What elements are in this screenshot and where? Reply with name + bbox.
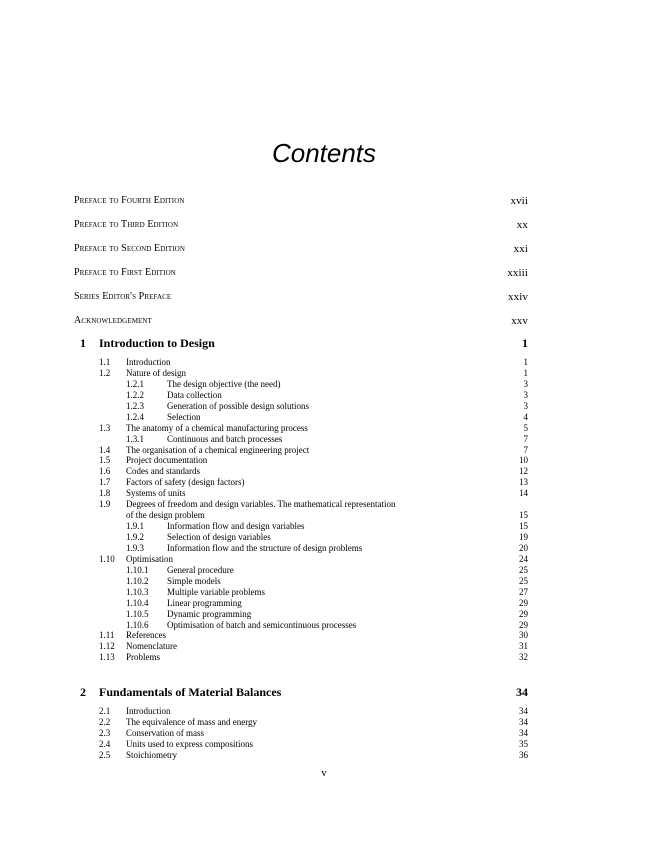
toc-section-entry[interactable] [74,368,528,379]
toc-subsection-entry[interactable] [74,434,528,445]
section-page: 3 [523,400,528,411]
toc-section-entry[interactable] [74,630,528,641]
section-page: 34 [519,706,528,716]
section-title: Simple models [167,575,221,586]
section-page: 7 [523,433,528,444]
chapter-page: 1 [522,336,528,350]
section-page: 5 [523,422,528,433]
section-number: 1.10.6 [126,619,149,630]
section-title: Continuous and batch processes [167,433,283,444]
section-title: Codes and standards [126,466,200,477]
section-title: Multiple variable problems [167,586,265,597]
section-title: Stoichiometry [126,749,177,760]
front-matter-entry[interactable] [74,267,528,281]
toc-section-entry[interactable] [74,357,528,368]
section-title: Linear programming [167,597,242,608]
chapter-title: Introduction to Design [99,336,215,350]
section-number: 1.2.1 [126,378,144,389]
toc-subsection-entry[interactable] [74,401,528,412]
section-page: 31 [519,641,528,652]
section-title: The anatomy of a chemical manufacturing process [126,422,308,433]
toc-subsection-entry[interactable] [74,598,528,609]
section-number: 1.6 [99,466,111,477]
toc-subsection-entry[interactable] [74,532,528,543]
section-page: 3 [523,378,528,389]
section-number: 1.3 [99,422,111,433]
section-number: 2.2 [99,716,111,727]
entry-page: xxv [511,315,528,327]
section-number: 1.5 [99,455,111,466]
section-title: Data collection [167,389,222,400]
toc-section-entry[interactable] [74,455,528,466]
toc-subsection-entry[interactable] [74,390,528,401]
section-page: 29 [519,619,528,630]
chapter-entries [74,706,528,761]
section-page: 25 [519,564,528,575]
section-title: of the design problem [126,510,205,521]
section-number: 1.3.1 [126,433,144,444]
toc-section-entry[interactable] [74,706,528,717]
toc-section-entry[interactable] [74,554,528,565]
section-number: 2.1 [99,706,111,716]
toc-subsection-entry[interactable] [74,587,528,598]
section-page: 15 [519,521,528,532]
entry-label: Preface to Second Edition [74,243,185,254]
section-title: The equivalence of mass and energy [126,716,258,727]
section-number: 1.9.1 [126,521,144,532]
section-number: 1.13 [99,652,115,663]
section-title: Generation of possible design solutions [167,400,309,411]
section-page: 36 [519,749,528,760]
section-page: 34 [519,716,528,727]
toc-section-entry[interactable] [74,750,528,761]
entry-label: Preface to Fourth Edition [74,195,185,206]
toc-subsection-entry[interactable] [74,620,528,631]
section-page: 20 [519,542,528,553]
toc-section-entry[interactable] [74,739,528,750]
section-number: 2.5 [99,749,111,760]
toc-subsection-entry[interactable] [74,565,528,576]
entry-label: Series Editor's Preface [74,291,172,302]
entry-page: xxiii [507,267,528,279]
section-title: Nomenclature [126,641,177,652]
toc-subsection-entry[interactable] [74,521,528,532]
entry-label: Preface to First Edition [74,267,176,278]
toc-section-entry[interactable] [74,641,528,652]
section-page: 35 [519,738,528,749]
toc-section-entry[interactable] [74,445,528,456]
chapter-heading[interactable] [74,685,528,701]
section-page: 29 [519,608,528,619]
section-number: 1.10 [99,553,115,564]
toc-subsection-entry[interactable] [74,543,528,554]
section-number: 2.4 [99,738,111,749]
front-matter-entry[interactable] [74,195,528,209]
section-number: 1.9 [99,499,111,510]
section-number: 1.10.2 [126,575,149,586]
chapter-page: 34 [516,685,528,699]
toc-section-entry[interactable] [74,488,528,499]
section-page: 1 [523,357,528,367]
toc-section-entry[interactable] [74,652,528,663]
section-title: Degrees of freedom and design variables. The mathematical representation [126,499,396,510]
toc-section-entry[interactable] [74,717,528,728]
entry-page: xx [516,219,528,231]
toc-subsection-entry[interactable] [74,379,528,390]
section-number: 1.2.3 [126,400,144,411]
section-number: 1.7 [99,477,111,488]
front-matter-entry[interactable] [74,243,528,257]
section-number: 1.8 [99,488,111,499]
section-title: Conservation of mass [126,727,204,738]
section-title: Information flow and design variables [167,521,305,532]
section-number: 2.3 [99,727,111,738]
section-page: 14 [519,488,528,499]
section-title: The design objective (the need) [167,378,281,389]
section-title: The organisation of a chemical engineering project [126,444,310,455]
toc-section-entry[interactable] [74,477,528,488]
entry-label: Preface to Third Edition [74,219,179,230]
entry-page: xvii [510,195,528,207]
section-page: 32 [519,652,528,663]
chapter-number: 1 [80,336,86,350]
section-page: 4 [523,411,528,422]
section-number: 1.10.3 [126,586,149,597]
section-title: Dynamic programming [167,608,252,619]
section-page: 29 [519,597,528,608]
chapter-number: 2 [80,685,86,699]
chapter-title: Fundamentals of Material Balances [99,685,282,699]
section-title: Project documentation [126,455,208,466]
page-title: Contents [271,138,377,168]
section-title: Systems of units [126,488,186,499]
toc-section-entry[interactable] [74,466,528,477]
section-title: Introduction [126,357,171,367]
toc-section-entry[interactable] [74,499,528,510]
section-title: Selection [167,411,201,422]
section-page: 15 [519,510,528,521]
section-number: 1.2 [99,367,111,378]
section-page: 10 [519,455,528,466]
section-page: 27 [519,586,528,597]
front-matter-entry[interactable] [74,291,528,305]
front-matter-entry[interactable] [74,219,528,233]
entry-page: xxi [513,243,528,255]
toc-subsection-entry[interactable] [74,412,528,423]
section-page: 34 [519,727,528,738]
section-title: Nature of design [126,367,186,378]
entry-label: Acknowledgement [74,315,152,326]
section-number: 1.1 [99,357,111,367]
section-title: Optimisation of batch and semicontinuous processes [167,619,357,630]
section-number: 1.12 [99,641,115,652]
section-number: 1.2.2 [126,389,144,400]
section-page: 7 [523,444,528,455]
toc-subsection-entry[interactable] [74,576,528,587]
section-page: 3 [523,389,528,400]
section-number: 1.9.3 [126,542,144,553]
section-title: Selection of design variables [167,532,271,542]
section-title: General procedure [167,564,234,575]
chapter-heading[interactable] [74,336,528,352]
section-number: 1.11 [99,630,115,641]
toc-subsection-entry[interactable] [74,609,528,620]
section-number: 1.2.4 [126,411,144,422]
section-page: 13 [519,477,528,488]
entry-page: xxiv [508,291,528,303]
toc-section-entry[interactable] [74,510,528,521]
section-page: 19 [519,532,528,542]
section-title: Problems [126,652,161,663]
section-number: 1.10.4 [126,597,149,608]
chapter-entries [74,357,528,663]
section-number: 1.10.5 [126,608,149,619]
section-page: 30 [519,630,528,641]
section-title: Optimisation [126,553,173,564]
section-page: 24 [519,553,528,564]
section-title: References [126,630,166,641]
front-matter-entry[interactable] [74,315,528,329]
toc-section-entry[interactable] [74,423,528,434]
section-page: 12 [519,466,528,477]
section-number: 1.9.2 [126,532,144,542]
section-number: 1.4 [99,444,111,455]
page-number: v [321,767,327,779]
section-title: Factors of safety (design factors) [126,477,245,488]
section-title: Information flow and the structure of design problems [167,542,363,553]
section-number: 1.10.1 [126,564,149,575]
toc-section-entry[interactable] [74,728,528,739]
section-title: Introduction [126,706,171,716]
section-title: Units used to express compositions [126,738,253,749]
section-page: 1 [523,367,528,378]
section-page: 25 [519,575,528,586]
